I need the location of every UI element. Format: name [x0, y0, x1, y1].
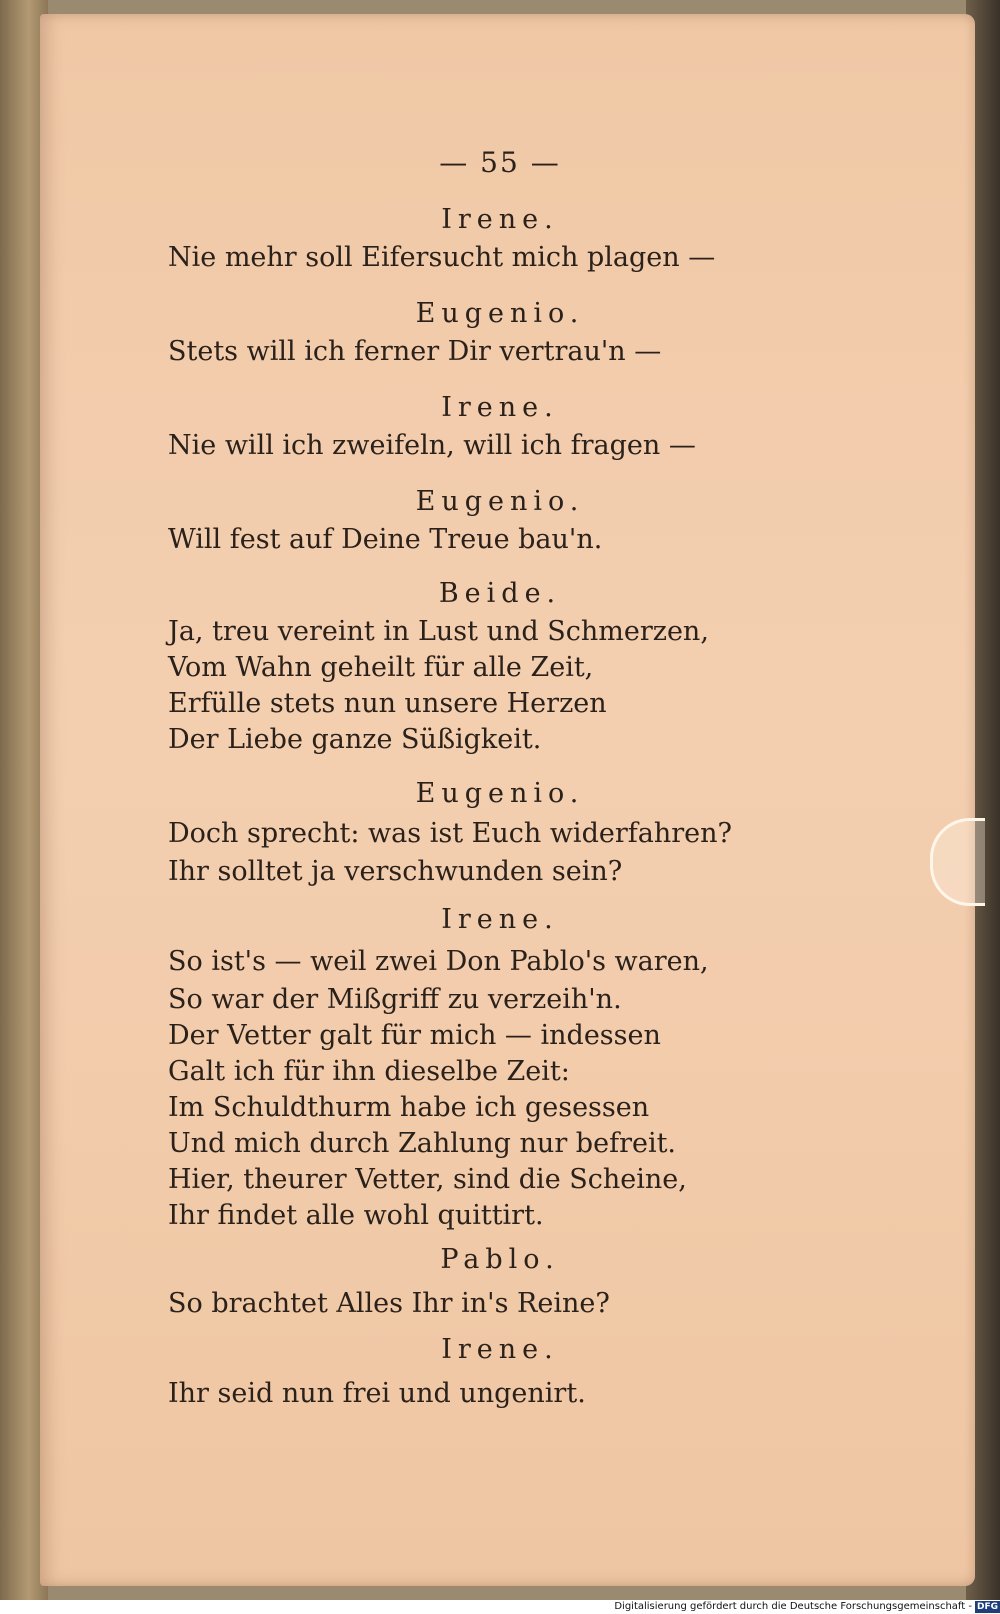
- speaker-name: Pablo.: [440, 1244, 560, 1275]
- speaker-name: Beide.: [438, 578, 562, 609]
- verse-line: Ihr solltet ja verschwunden sein?: [168, 856, 623, 887]
- verse-line: Erfülle stets nun unsere Herzen: [168, 688, 607, 719]
- speaker-name: Irene.: [441, 204, 559, 235]
- credit-text: Digitalisierung gefördert durch die Deutsche Forschungsgemeinschaft -: [614, 1601, 972, 1612]
- speaker-name: Irene.: [441, 392, 559, 423]
- verse-line: Im Schuldthurm habe ich gesessen: [168, 1092, 650, 1123]
- speaker-name: Eugenio.: [415, 298, 585, 329]
- verse-line: Will fest auf Deine Treue bau'n.: [168, 524, 603, 555]
- dfg-logo: DFG: [976, 1602, 998, 1612]
- verse-line: Nie mehr soll Eifersucht mich plagen —: [168, 242, 716, 273]
- verse-line: Und mich durch Zahlung nur befreit.: [168, 1128, 677, 1159]
- speaker-name: Irene.: [441, 904, 559, 935]
- verse-line: Doch sprecht: was ist Euch widerfahren?: [168, 818, 732, 849]
- speaker-name: Irene.: [441, 1334, 559, 1365]
- speaker-name: Eugenio.: [415, 486, 585, 517]
- verse-line: Ihr findet alle wohl quittirt.: [168, 1200, 544, 1231]
- verse-line: Stets will ich ferner Dir vertrau'n —: [168, 336, 662, 367]
- verse-line: Hier, theurer Vetter, sind die Scheine,: [168, 1164, 687, 1195]
- page-number: — 55 —: [439, 146, 561, 179]
- verse-line: Ihr seid nun frei und ungenirt.: [168, 1378, 586, 1409]
- speaker-name: Eugenio.: [415, 778, 585, 809]
- verse-line: Der Liebe ganze Süßigkeit.: [168, 724, 542, 755]
- digitization-credit: [0, 1600, 1000, 1614]
- verse-line: Ja, treu vereint in Lust und Schmerzen,: [168, 616, 709, 647]
- verse-line: So ist's — weil zwei Don Pablo's waren,: [168, 946, 709, 977]
- verse-line: Nie will ich zweifeln, will ich fragen —: [168, 430, 696, 461]
- verse-line: So war der Mißgriff zu verzeih'n.: [168, 984, 622, 1015]
- verse-line: Der Vetter galt für mich — indessen: [168, 1020, 661, 1051]
- verse-line: Galt ich für ihn dieselbe Zeit:: [168, 1056, 570, 1087]
- verse-line: So brachtet Alles Ihr in's Reine?: [168, 1288, 610, 1319]
- verse-line: Vom Wahn geheilt für alle Zeit,: [168, 652, 594, 683]
